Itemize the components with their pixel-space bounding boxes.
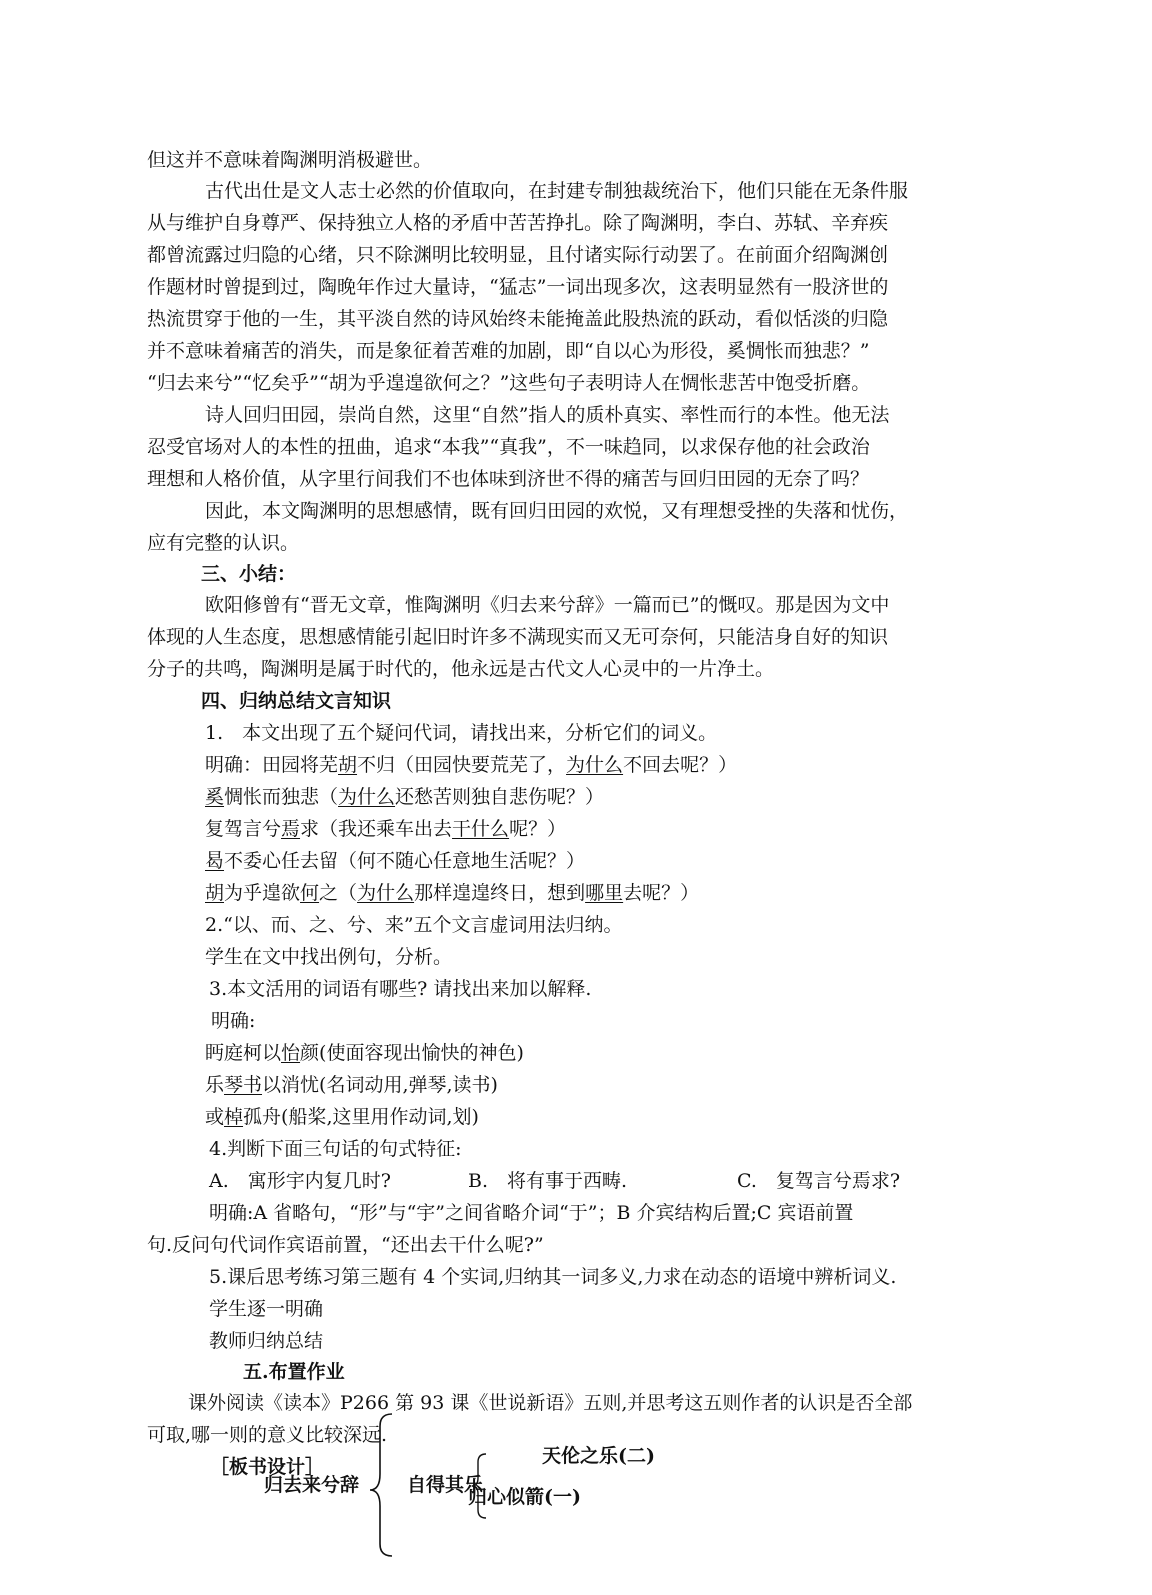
question-line: 1. 本文出现了五个疑问代词，请找出来，分析它们的词义。	[205, 722, 718, 744]
underlined-word: 奚	[205, 786, 225, 808]
text-line: 都曾流露过归隐的心绪，只不除渊明比较明显，且付诸实际行动罢了。在前面介绍陶渊创	[147, 244, 889, 266]
text-span: 为乎遑欲	[224, 882, 301, 904]
text-line: 句.反问句代词作宾语前置，“还出去干什么呢?”	[147, 1234, 544, 1256]
text-line: 欧阳修曾有“晋无文章，惟陶渊明《归去来兮辞》一篇而已”的慨叹。那是因为文中	[205, 594, 890, 616]
question-line: 4.判断下面三句话的句式特征:	[209, 1138, 462, 1160]
section-heading: 四、归纳总结文言知识	[201, 690, 392, 712]
text-span: 不委心任去留（何不随心任意地生活呢？）	[224, 850, 586, 872]
text-span: 不归（田园快要荒芜了，	[357, 754, 567, 776]
text-span: 求（我还乘车出去	[300, 818, 453, 840]
text-span: 不回去呢？）	[623, 754, 738, 776]
text-span: 呢？）	[509, 818, 567, 840]
text-line: 但这并不意味着陶渊明消极避世。	[147, 149, 433, 171]
question-line: 5.课后思考练习第三题有 4 个实词,归纳其一词多义,力求在动态的语境中辨析词义.	[209, 1266, 897, 1288]
board-root: 归去来兮辞	[264, 1474, 360, 1496]
board-branch: 自得其乐	[407, 1474, 484, 1496]
underlined-word: 琴书	[224, 1074, 263, 1096]
text-span: 之（	[319, 882, 358, 904]
question-line: 2.“以、而、之、兮、来”五个文言虚词用法归纳。	[205, 914, 623, 936]
text-line: 学生在文中找出例句，分析。	[205, 946, 453, 968]
text-line: 分子的共鸣，陶渊明是属于时代的，他永远是古代文人心灵中的一片净土。	[147, 658, 775, 680]
text-span: 明确：田园将芜	[205, 754, 339, 776]
text-line: 古代出仕是文人志士必然的价值取向，在封建专制独裁统治下，他们只能在无条件服	[205, 180, 909, 202]
text-line: 作题材时曾提到过，陶晚年作过大量诗，“猛志”一词出现多次，这表明显然有一股济世的	[147, 276, 889, 298]
underlined-word: 为什么	[357, 882, 415, 904]
underlined-word: 哪里	[585, 882, 624, 904]
option-c: C. 复驾言兮焉求?	[737, 1170, 901, 1192]
text-line: 热流贯穿于他的一生，其平淡自然的诗风始终未能掩盖此股热流的跃动，看似恬淡的归隐	[147, 308, 889, 330]
board-branch: 归心似箭(一)	[468, 1486, 581, 1508]
text-span: 乐	[205, 1074, 225, 1096]
text-line: 从与维护自身尊严、保持独立人格的矛盾中苦苦挣扎。除了陶渊明，李白、苏轼、辛弃疾	[147, 212, 889, 234]
option-a: A. 寓形宇内复几时?	[209, 1170, 391, 1192]
text-span: 惆怅而独悲（	[224, 786, 339, 808]
text-span: 以消忧(名词动用,弹琴,读书)	[262, 1074, 498, 1096]
section-heading: 五.布置作业	[243, 1361, 345, 1383]
text-span: 颜(使面容现出愉快的神色)	[300, 1042, 524, 1064]
underlined-word: 胡	[205, 882, 225, 904]
underlined-word: 棹	[224, 1106, 244, 1128]
text-line: 并不意味着痛苦的消失，而是象征着苦难的加剧，即“自以心为形役，奚惆怅而独悲？”	[147, 340, 870, 362]
text-span: 还愁苦则独自悲伤呢？）	[395, 786, 605, 808]
underlined-word: 干什么	[452, 818, 510, 840]
board-heading: ［板书设计］	[210, 1456, 325, 1478]
text-line: 明确:	[211, 1010, 256, 1032]
text-line: 理想和人格价值，从字里行间我们不也体味到济世不得的痛苦与回归田园的无奈了吗？	[147, 468, 870, 490]
outer-brace	[370, 1414, 392, 1556]
underlined-word: 为什么	[566, 754, 624, 776]
text-span: 复驾言兮	[205, 818, 282, 840]
text-line: 学生逐一明确	[209, 1298, 324, 1320]
text-line: 诗人回归田园，崇尚自然，这里“自然”指人的质朴真实、率性而行的本性。他无法	[205, 404, 890, 426]
underlined-word: 为什么	[338, 786, 396, 808]
text-line: “归去来兮”“忆矣乎”“胡为乎遑遑欲何之？”这些句子表明诗人在惆怅悲苦中饱受折磨。	[147, 372, 871, 394]
text-line: 体现的人生态度，思想感情能引起旧时许多不满现实而又无可奈何，只能洁身自好的知识	[147, 626, 889, 648]
text-span: 眄庭柯以	[205, 1042, 282, 1064]
text-span: 那样遑遑终日，想到	[414, 882, 586, 904]
underlined-word: 胡	[338, 754, 358, 776]
text-line: 可取,哪一则的意义比较深远.	[147, 1424, 388, 1446]
text-line: 因此，本文陶渊明的思想感情，既有回归田园的欢悦，又有理想受挫的失落和忧伤，	[205, 500, 909, 522]
text-line: 忍受官场对人的本性的扭曲，追求“本我”“真我”，不一味趋同，以求保存他的社会政治	[147, 436, 870, 458]
question-line: 3.本文活用的词语有哪些? 请找出来加以解释.	[209, 978, 592, 1000]
board-sub-branch: 天伦之乐(二)	[542, 1445, 655, 1467]
text-span: 或	[205, 1106, 225, 1128]
option-b: B. 将有事于西畴.	[468, 1170, 628, 1192]
text-span: 去呢？）	[623, 882, 700, 904]
underlined-word: 焉	[281, 818, 301, 840]
text-span: 孤舟(船桨,这里用作动词,划)	[243, 1106, 479, 1128]
underlined-word: 何	[300, 882, 320, 904]
text-line: 明确:A 省略句，“形”与“宇”之间省略介词“于”；B 介宾结构后置;C 宾语前置	[209, 1202, 854, 1224]
text-line: 教师归纳总结	[209, 1330, 324, 1352]
underlined-word: 曷	[205, 850, 225, 872]
text-line: 课外阅读《读本》P266 第 93 课《世说新语》五则,并思考这五则作者的认识是否全部	[188, 1392, 913, 1414]
section-heading: 三、小结：	[201, 563, 297, 585]
text-line: 应有完整的认识。	[147, 532, 300, 554]
underlined-word: 怡	[281, 1042, 301, 1064]
